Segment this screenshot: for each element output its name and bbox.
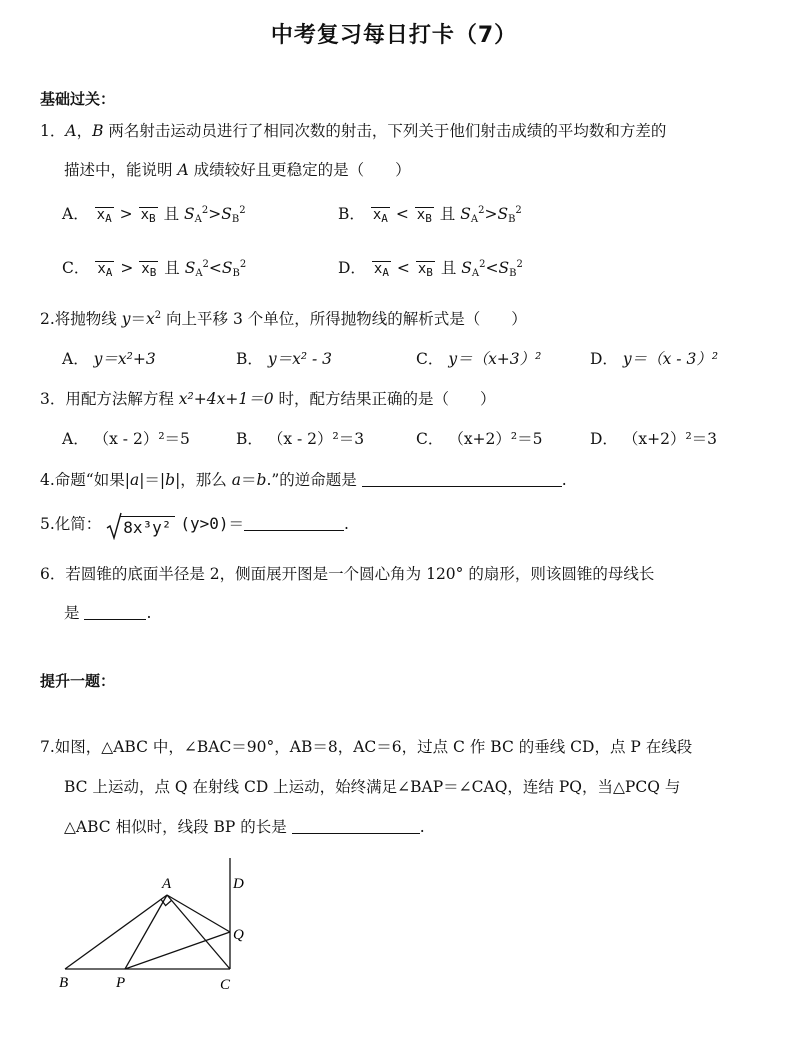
q3-option-c[interactable]: C． （x+2）²＝5 xyxy=(416,430,543,448)
segment-ab xyxy=(65,895,167,969)
point-label-p: P xyxy=(116,975,126,991)
q1-line2: 描述中，能说明 A 成绩较好且更稳定的是（ ） xyxy=(64,161,411,179)
q5-answer-blank[interactable] xyxy=(244,516,344,531)
segment-aq xyxy=(167,895,230,932)
segment-ac xyxy=(167,895,230,969)
q7-line1: 7.如图，△ABC 中，∠BAC＝90°，AB＝8，AC＝6，过点 C 作 BC 的垂线 CD，点 P 在线段 xyxy=(40,738,693,756)
point-label-b: B xyxy=(59,975,69,991)
q7-answer-blank[interactable] xyxy=(292,819,420,834)
q7-line3: △ABC 相似时，线段 BP 的长是 . xyxy=(64,818,425,836)
q4-stem: 4.命题“如果|a|＝|b|，那么 a＝b.”的逆命题是 . xyxy=(40,471,567,489)
right-angle-mark xyxy=(161,899,172,905)
segment-ap xyxy=(125,895,167,969)
q6-line2: 是 . xyxy=(64,604,152,622)
q3-stem: 3．用配方法解方程 x²+4x+1＝0 时，配方结果正确的是（ ） xyxy=(40,390,496,408)
section-advanced: 提升一题： xyxy=(40,672,116,690)
q2-option-c[interactable]: C． y＝（x+3）² xyxy=(416,350,542,368)
q3-option-a[interactable]: A． （x - 2）²＝5 xyxy=(62,430,190,448)
q1-line1: 1．A，B 两名射击运动员进行了相同次数的射击，下列关于他们射击成绩的平均数和方差的 xyxy=(40,122,667,140)
q1-option-c[interactable]: C． $x_A > x_B$ 且 $S_A^2<S_B^2$ xyxy=(62,259,247,279)
point-label-c: C xyxy=(220,977,231,993)
q3-option-d[interactable]: D． （x+2）²＝3 xyxy=(590,430,718,448)
q7-line2: BC 上运动，点 Q 在射线 CD 上运动，始终满足∠BAP＝∠CAQ，连结 PQ，当△PCQ 与 xyxy=(64,778,681,796)
q6-answer-blank[interactable] xyxy=(84,605,146,620)
q1-option-b[interactable]: B． $x_A < x_B$ 且 $S_A^2>S_B^2$ xyxy=(338,205,522,225)
point-label-d: D xyxy=(233,876,244,892)
q1-option-d[interactable]: D． $x_A < x_B$ 且 $S_A^2<S_B^2$ xyxy=(338,259,523,279)
q2-stem: 2.将抛物线 $y=x^2$ 向上平移 3 个单位，所得抛物线的解析式是（ ） xyxy=(40,310,527,328)
q2-option-d[interactable]: D． y＝（x - 3）² xyxy=(590,350,719,368)
q2-option-a[interactable]: A． y＝x²+3 xyxy=(62,350,156,368)
q2-option-b[interactable]: B． y＝x² - 3 xyxy=(236,350,332,368)
q5-stem: 5.化简： 8x³y² (y>0)＝ . xyxy=(40,514,349,537)
section-basic: 基础过关： xyxy=(40,90,116,108)
q4-answer-blank[interactable] xyxy=(362,472,562,487)
q6-line1: 6．若圆锥的底面半径是 2，侧面展开图是一个圆心角为 120° 的扇形，则该圆锥的母线长 xyxy=(40,565,655,583)
point-label-a: A xyxy=(162,876,172,892)
page-title: 中考复习每日打卡（7） xyxy=(270,23,518,48)
triangle-figure xyxy=(55,850,265,1000)
q1-option-a[interactable]: A． $x_A > x_B$ 且 $S_A^2>S_B^2$ xyxy=(62,205,246,225)
q3-option-b[interactable]: B． （x - 2）²＝3 xyxy=(236,430,365,448)
point-label-q: Q xyxy=(233,927,244,943)
sqrt-symbol: 8x³y² xyxy=(106,516,175,537)
